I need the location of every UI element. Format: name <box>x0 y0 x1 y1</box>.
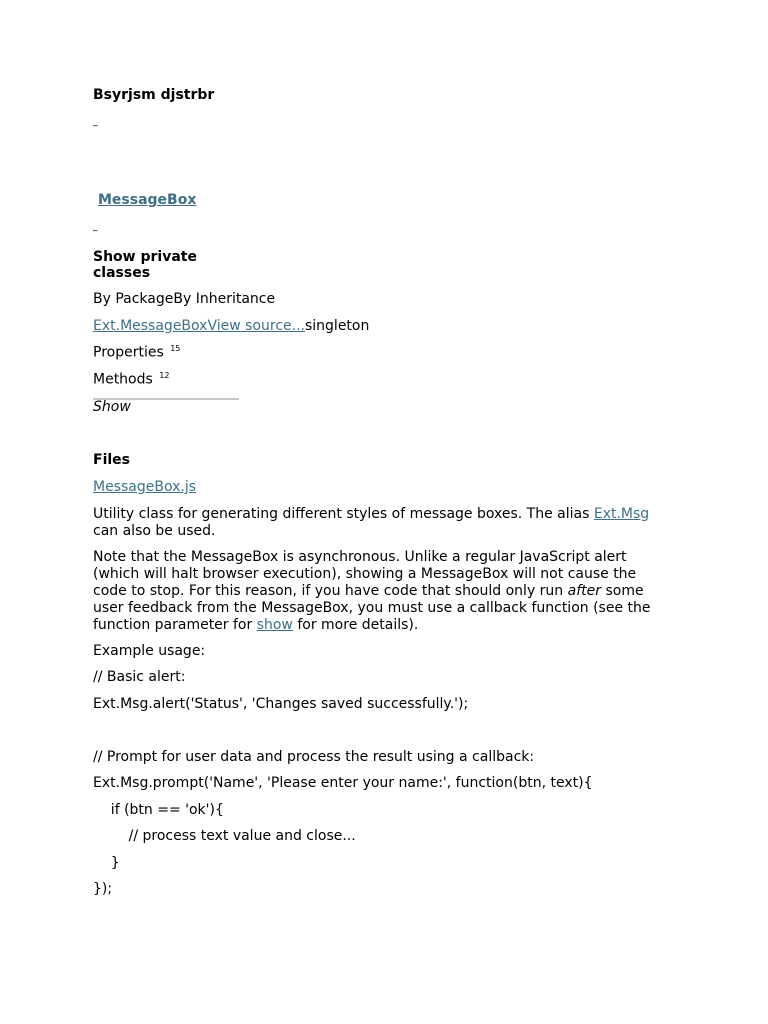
skip-link-1[interactable]: _ <box>93 117 98 127</box>
code-line: }); <box>93 881 113 897</box>
class-name-link[interactable]: Ext.MessageBox <box>93 318 208 334</box>
show-label[interactable]: Show <box>93 399 131 415</box>
description-text-2: can also be used. <box>93 523 216 539</box>
code-line: } <box>93 855 120 871</box>
class-heading-link[interactable]: MessageBox <box>98 192 197 208</box>
document-title: Bsyrjsm djstrbr <box>93 87 215 103</box>
files-heading: Files <box>93 452 130 468</box>
show-private-classes[interactable] <box>93 249 197 281</box>
methods-label: Methods <box>93 371 153 388</box>
code-line: // process text value and close... <box>93 828 356 844</box>
grouping-options[interactable]: By PackageBy Inheritance <box>93 291 276 307</box>
skip-link-2[interactable]: _ <box>93 222 98 232</box>
description-paragraph <box>93 506 668 540</box>
methods-count: 12 <box>159 371 170 380</box>
code-line: if (btn == 'ok'){ <box>93 802 224 818</box>
file-link[interactable]: MessageBox.js <box>93 479 197 495</box>
show-private-line-1: Show private <box>93 249 197 265</box>
methods-item[interactable] <box>93 371 169 388</box>
properties-label: Properties <box>93 344 164 361</box>
code-line: Ext.Msg.prompt('Name', 'Please enter your name:', function(btn, text){ <box>93 775 593 791</box>
properties-count: 15 <box>170 344 181 353</box>
view-source-link[interactable]: View source... <box>207 318 305 334</box>
code-line: Ext.Msg.alert('Status', 'Changes saved successfully.'); <box>93 696 469 712</box>
file-link-row <box>93 479 196 495</box>
note-text-2: some user feedback from the MessageBox, you must use a callback function (see the function parameter for <box>93 583 651 633</box>
code-line: // Basic alert: <box>93 669 186 685</box>
ext-msg-link[interactable]: Ext.Msg <box>593 506 650 522</box>
code-line: // Prompt for user data and process the result using a callback: <box>93 749 535 765</box>
singleton-label: singleton <box>304 318 370 334</box>
note-text-3: for more details). <box>292 617 419 633</box>
show-private-line-2: classes <box>93 265 151 281</box>
properties-item[interactable] <box>93 344 180 361</box>
show-method-link[interactable]: show <box>256 617 293 633</box>
example-label: Example usage: <box>93 643 206 659</box>
note-emphasis: after <box>567 583 602 599</box>
note-paragraph <box>93 549 668 634</box>
note-text-1: Note that the MessageBox is asynchronous. Unlike a regular JavaScript alert (which will halt browser execution), showing a MessageBox will not cause the code to stop. For this reason, if you have code that should only run <box>93 549 637 599</box>
class-source-row <box>93 318 369 334</box>
description-text-1: Utility class for generating different styles of message boxes. The alias <box>93 506 594 522</box>
